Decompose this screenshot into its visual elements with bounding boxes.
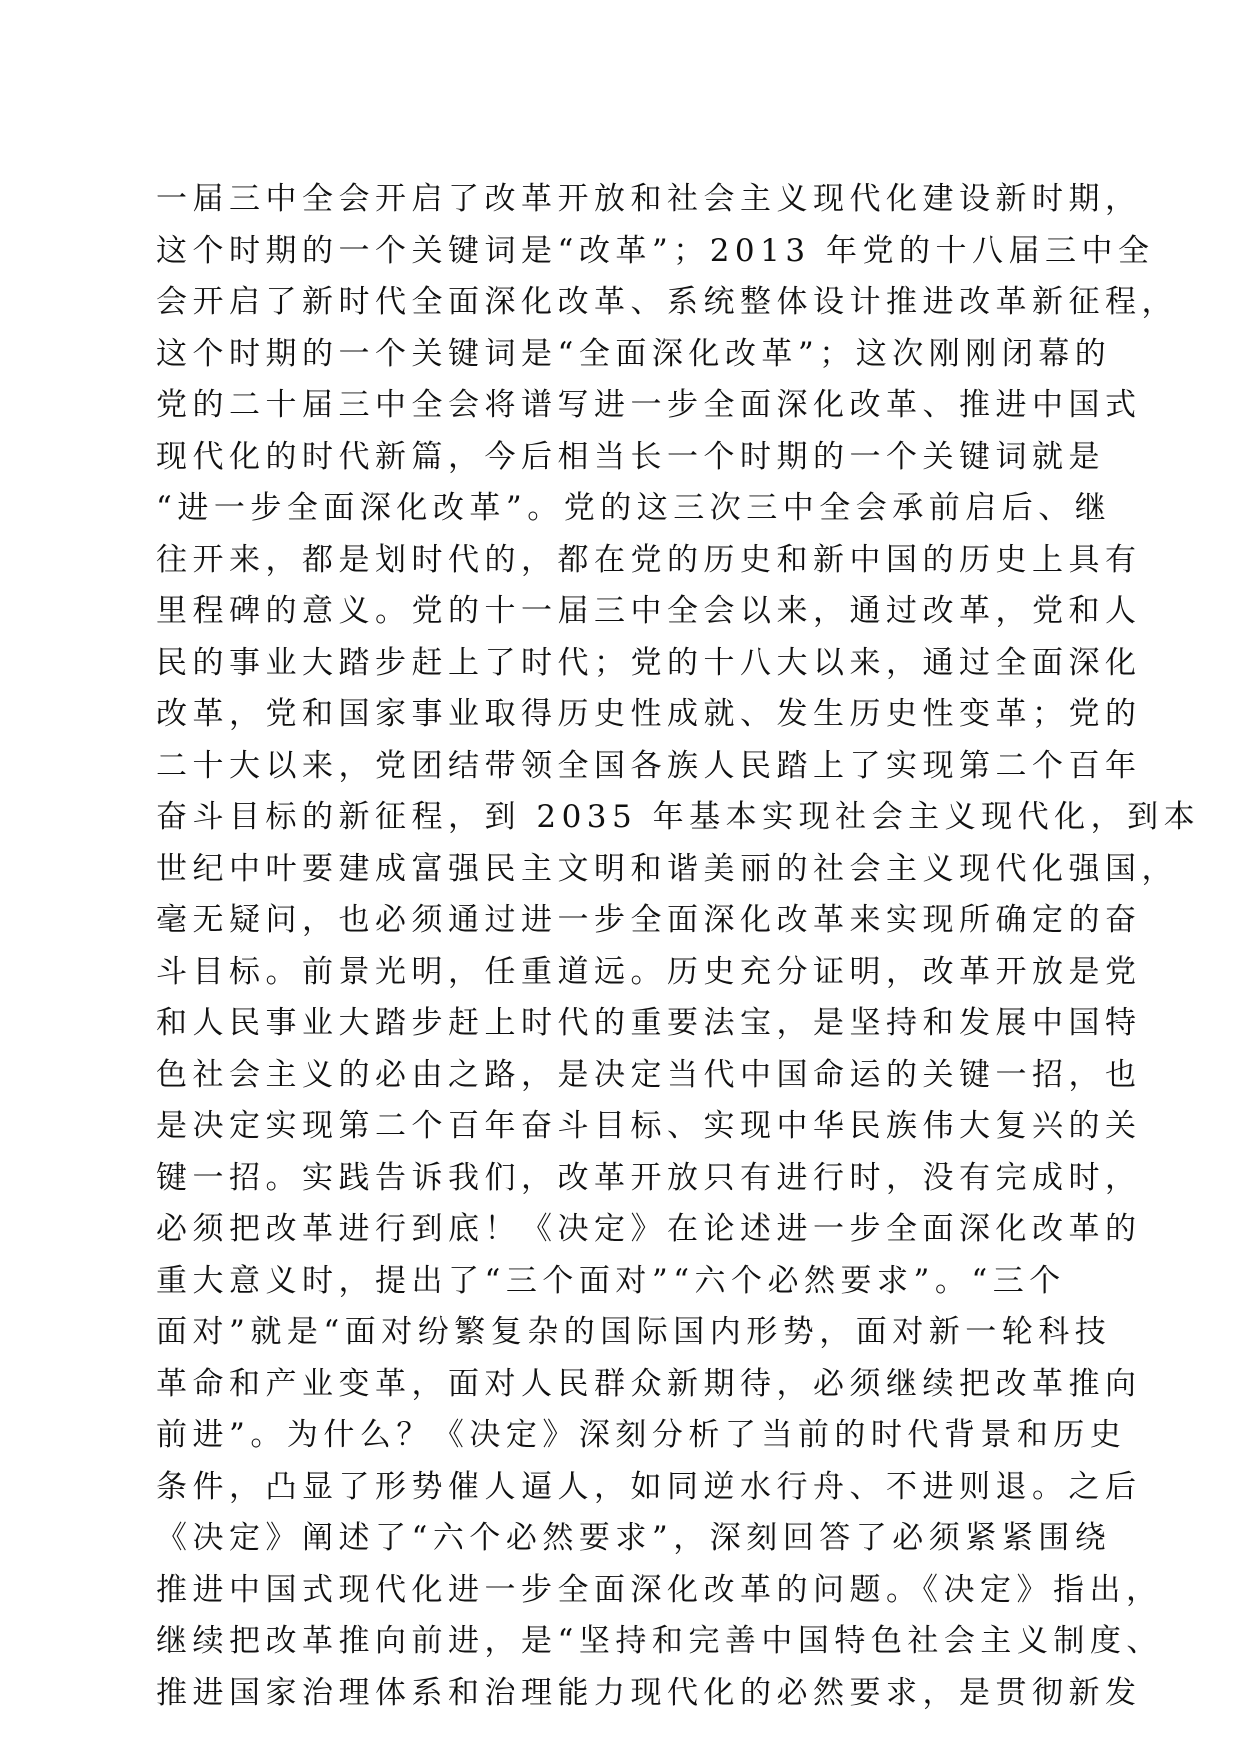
- text-line: 条件，凸显了形势催人逼人，如同逆水行舟、不进则退。之后: [156, 1468, 1142, 1505]
- text-line: 这个时期的一个关键词是“全面深化改革”；这次刚刚闭幕的: [156, 335, 1112, 372]
- text-line: 会开启了新时代全面深化改革、系统整体设计推进改革新征程，: [156, 284, 1178, 320]
- text-line: 奋斗目标的新征程，到 2035 年基本实现社会主义现代化，到本: [156, 799, 1201, 835]
- text-line: 二十大以来，党团结带领全国各族人民踏上了实现第二个百年: [156, 747, 1142, 784]
- text-line: 色社会主义的必由之路，是决定当代中国命运的关键一招，也: [156, 1056, 1142, 1093]
- text-line: 斗目标。前景光明，任重道远。历史充分证明，改革开放是党: [156, 953, 1142, 990]
- text-line: 往开来，都是划时代的，都在党的历史和新中国的历史上具有: [156, 541, 1142, 578]
- text-line: 《决定》阐述了“六个必然要求”，深刻回答了必须紧紧围绕: [156, 1520, 1112, 1556]
- text-line: 革命和产业变革，面对人民群众新期待，必须继续把改革推向: [156, 1365, 1142, 1402]
- text-line: 面对”就是“面对纷繁复杂的国际国内形势，面对新一轮科技: [156, 1314, 1112, 1350]
- text-line: 是决定实现第二个百年奋斗目标、实现中华民族伟大复兴的关: [156, 1108, 1142, 1144]
- text-line: 现代化的时代新篇，今后相当长一个时期的一个关键词就是: [156, 438, 1105, 475]
- text-line: 重大意义时，提出了“三个面对”“六个必然要求”。“三个: [156, 1262, 1066, 1299]
- text-line: 推进中国式现代化进一步全面深化改革的问题。《决定》指出，: [156, 1571, 1163, 1608]
- text-line: 继续把改革推向前进，是“坚持和完善中国特色社会主义制度、: [156, 1623, 1163, 1659]
- body-text: [156, 174, 1201, 1719]
- text-line: 和人民事业大踏步赶上时代的重要法宝，是坚持和发展中国特: [156, 1005, 1142, 1041]
- text-line: 党的二十届三中全会将谱写进一步全面深化改革、推进中国式: [156, 387, 1142, 423]
- text-line: 这个时期的一个关键词是“改革”；2013 年党的十八届三中全: [156, 232, 1155, 269]
- text-line: 毫无疑问，也必须通过进一步全面深化改革来实现所确定的奋: [156, 902, 1142, 938]
- text-line: 前进”。为什么？《决定》深刻分析了当前的时代背景和历史: [156, 1417, 1127, 1453]
- text-line: 民的事业大踏步赶上了时代；党的十八大以来，通过全面深化: [156, 644, 1142, 681]
- text-line: 改革，党和国家事业取得历史性成就、发生历史性变革；党的: [156, 696, 1142, 732]
- text-line: 里程碑的意义。党的十一届三中全会以来，通过改革，党和人: [156, 593, 1142, 629]
- text-line: 世纪中叶要建成富强民主文明和谐美丽的社会主义现代化强国，: [156, 850, 1178, 887]
- text-line: 键一招。实践告诉我们，改革开放只有进行时，没有完成时，: [156, 1159, 1142, 1196]
- text-line: 推进国家治理体系和治理能力现代化的必然要求，是贯彻新发: [156, 1674, 1142, 1711]
- text-line: 必须把改革进行到底！《决定》在论述进一步全面深化改革的: [156, 1211, 1142, 1247]
- text-line: “进一步全面深化改革”。党的这三次三中全会承前启后、继: [156, 490, 1112, 526]
- text-line: 一届三中全会开启了改革开放和社会主义现代化建设新时期，: [156, 181, 1142, 217]
